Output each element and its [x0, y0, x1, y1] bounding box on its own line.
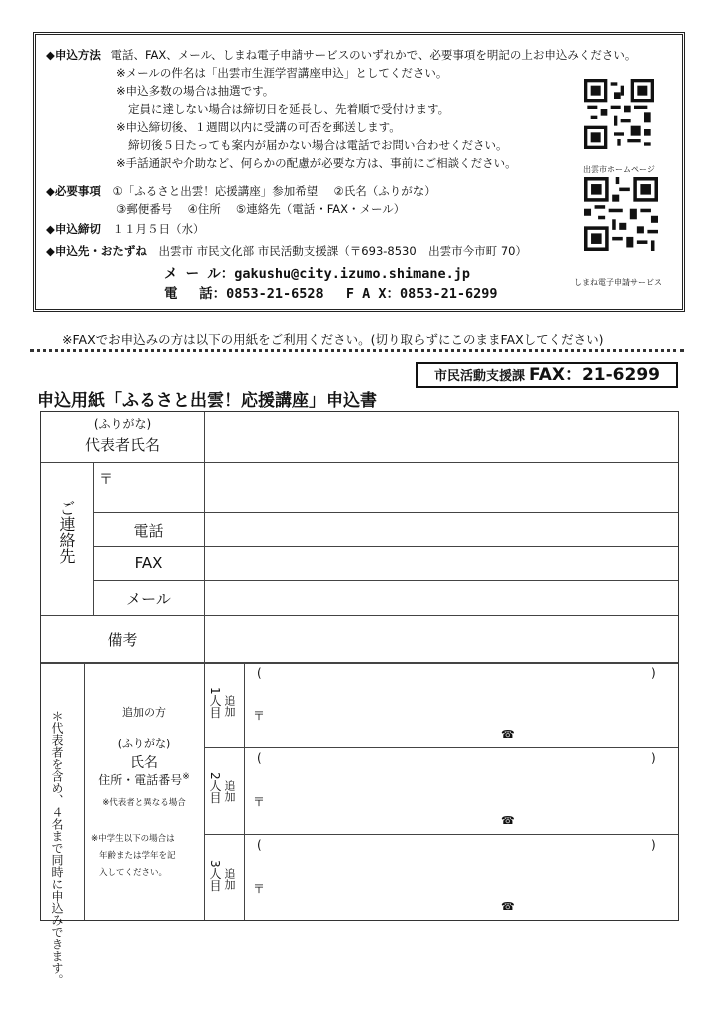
extra-person-label: 追加の方 [122, 706, 166, 719]
row-1-paren-open: ( [257, 666, 262, 680]
fax-box-number: FAX：21-6299 [529, 365, 660, 385]
method-note-2: ※申込多数の場合は抽選です。 [116, 84, 275, 98]
row-3-phone-input[interactable] [517, 898, 677, 916]
method-note-3: 定員に達しない場合は締切日を延長し、先着順で受付けます。 [128, 102, 450, 116]
remarks-input[interactable] [205, 616, 677, 661]
extra-address-label: 住所・電話番号 [98, 773, 183, 787]
required-line-1: ①「ふるさと出雲！応援講座」参加希望 ②氏名（ふりがな） [112, 184, 436, 198]
inquiry-label: ◆申込先・おたずね [46, 244, 147, 258]
application-info-box [33, 32, 685, 312]
fax-notice: ※FAXでお申込みの方は以下の用紙をご利用ください。(切り取らずにこのままFAXしてください) [62, 332, 604, 347]
row-1-postal-mark: 〒 [253, 709, 266, 723]
row-3-postal-mark: 〒 [253, 882, 266, 896]
row-3-tsuika: 追加 [223, 868, 236, 890]
qr-code-e-application [584, 177, 658, 251]
rep-furigana-label: (ふりがな) [93, 417, 152, 431]
extra-furigana-label: (ふりがな) [117, 737, 171, 750]
method-note-5: 締切後５日たっても案内が届かない場合は電話でお問い合わせください。 [128, 138, 508, 152]
row-3-num: 3 [208, 860, 222, 868]
row-1-tsuika: 追加 [223, 695, 236, 717]
row-1-phone-icon: ☎ [501, 728, 515, 741]
row-2-paren-open: ( [257, 751, 262, 765]
tel-label: 電 話： [164, 286, 227, 302]
remarks-label: 備考 [107, 631, 138, 649]
rep-name-input[interactable] [205, 413, 677, 461]
mail-label: メ ー ル： [164, 266, 235, 282]
row-2-address-input[interactable] [265, 786, 677, 814]
row-1-num: 1 [208, 687, 222, 695]
tel-number: 0853-21-6528 [226, 286, 324, 302]
fax-label: F A X： [345, 286, 400, 302]
qr-code-homepage [584, 79, 654, 149]
application-form [40, 411, 679, 986]
cut-line [30, 349, 684, 352]
mail-field-label: メール [126, 590, 171, 608]
method-label: ◆申込方法 [46, 48, 101, 62]
row-2-label [209, 772, 241, 816]
row-2-paren-close: ) [651, 751, 656, 765]
method-note-1: ※メールの件名は「出雲市生涯学習講座申込」としてください。 [116, 66, 448, 80]
deadline-value: １１月５日（水） [112, 222, 205, 236]
row-1-label [209, 687, 241, 731]
qr-caption-e-application: しまね電子申請サービス [574, 278, 662, 287]
row-3-phone-icon: ☎ [501, 900, 515, 913]
mail-address: gakushu@city.izumo.shimane.jp [234, 266, 470, 282]
row-3-address-input[interactable] [265, 873, 677, 901]
required-line-2: ③郵便番号 ④住所 ⑤連絡先（電話・FAX・メール） [116, 202, 406, 216]
required-label: ◆必要事項 [46, 184, 101, 198]
fax-field-label: FAX [134, 554, 163, 572]
method-note-6: ※手話通訳や介助など、何らかの配慮が必要な方は、事前にご相談ください。 [116, 156, 517, 170]
row-3-paren-open: ( [257, 838, 262, 852]
row-2-phone-input[interactable] [517, 812, 677, 830]
row-2-furigana-input[interactable] [264, 749, 649, 769]
row-1-phone-input[interactable] [517, 726, 677, 744]
rep-name-label: 代表者氏名 [84, 436, 160, 454]
deadline-label: ◆申込締切 [46, 222, 101, 236]
extra-note-1: ※代表者と異なる場合 [102, 798, 186, 808]
fax-box-dept: 市民活動支援課 [434, 369, 526, 384]
side-note: ＊代表者を含め、４名まで同時に申込みできます。 [50, 710, 64, 986]
qr-caption-homepage: 出雲市ホームページ [583, 165, 655, 174]
row-3-label [209, 860, 241, 904]
row-3-suffix: 人目 [208, 867, 222, 892]
inquiry-text: 出雲市 市民文化部 市民活動支援課（〒693-8530 出雲市今市町 70） [158, 244, 527, 258]
row-3-furigana-input[interactable] [264, 836, 649, 856]
contact-label: ご連絡先 [57, 500, 76, 564]
row-2-phone-icon: ☎ [501, 814, 515, 827]
extra-note-2b: 年齢または学年を記 [99, 851, 176, 861]
phone-input[interactable] [205, 513, 677, 545]
mail-input[interactable] [205, 581, 677, 614]
fax-number: 0853-21-6299 [399, 286, 498, 302]
row-1-address-input[interactable] [265, 700, 677, 728]
postal-mark: 〒 [99, 472, 113, 488]
method-text: 電話、FAX、メール、しまね電子申請サービスのいずれかで、必要事項を明記の上お申込みください。 [110, 48, 637, 62]
extra-note-2a: ※中学生以下の場合は [91, 834, 175, 844]
row-1-paren-close: ) [651, 666, 656, 680]
row-1-suffix: 人目 [208, 694, 222, 719]
extra-name-label: 氏名 [130, 755, 158, 771]
extra-note-2c: 入してください。 [99, 868, 168, 878]
row-2-num: 2 [208, 772, 222, 780]
method-note-4: ※申込締切後、１週間以内に受講の可否を郵送します。 [116, 120, 401, 134]
row-1-furigana-input[interactable] [264, 664, 649, 684]
extra-address-mark: ※ [182, 772, 190, 782]
row-2-tsuika: 追加 [223, 780, 236, 802]
fax-number-box [416, 362, 678, 388]
phone-label: 電話 [133, 522, 164, 540]
row-2-postal-mark: 〒 [253, 795, 266, 809]
row-3-paren-close: ) [651, 838, 656, 852]
address-input[interactable] [94, 463, 677, 511]
form-title: 申込用紙「ふるさと出雲！応援講座」申込書 [37, 391, 377, 411]
row-2-suffix: 人目 [208, 779, 222, 804]
fax-input[interactable] [205, 547, 677, 579]
